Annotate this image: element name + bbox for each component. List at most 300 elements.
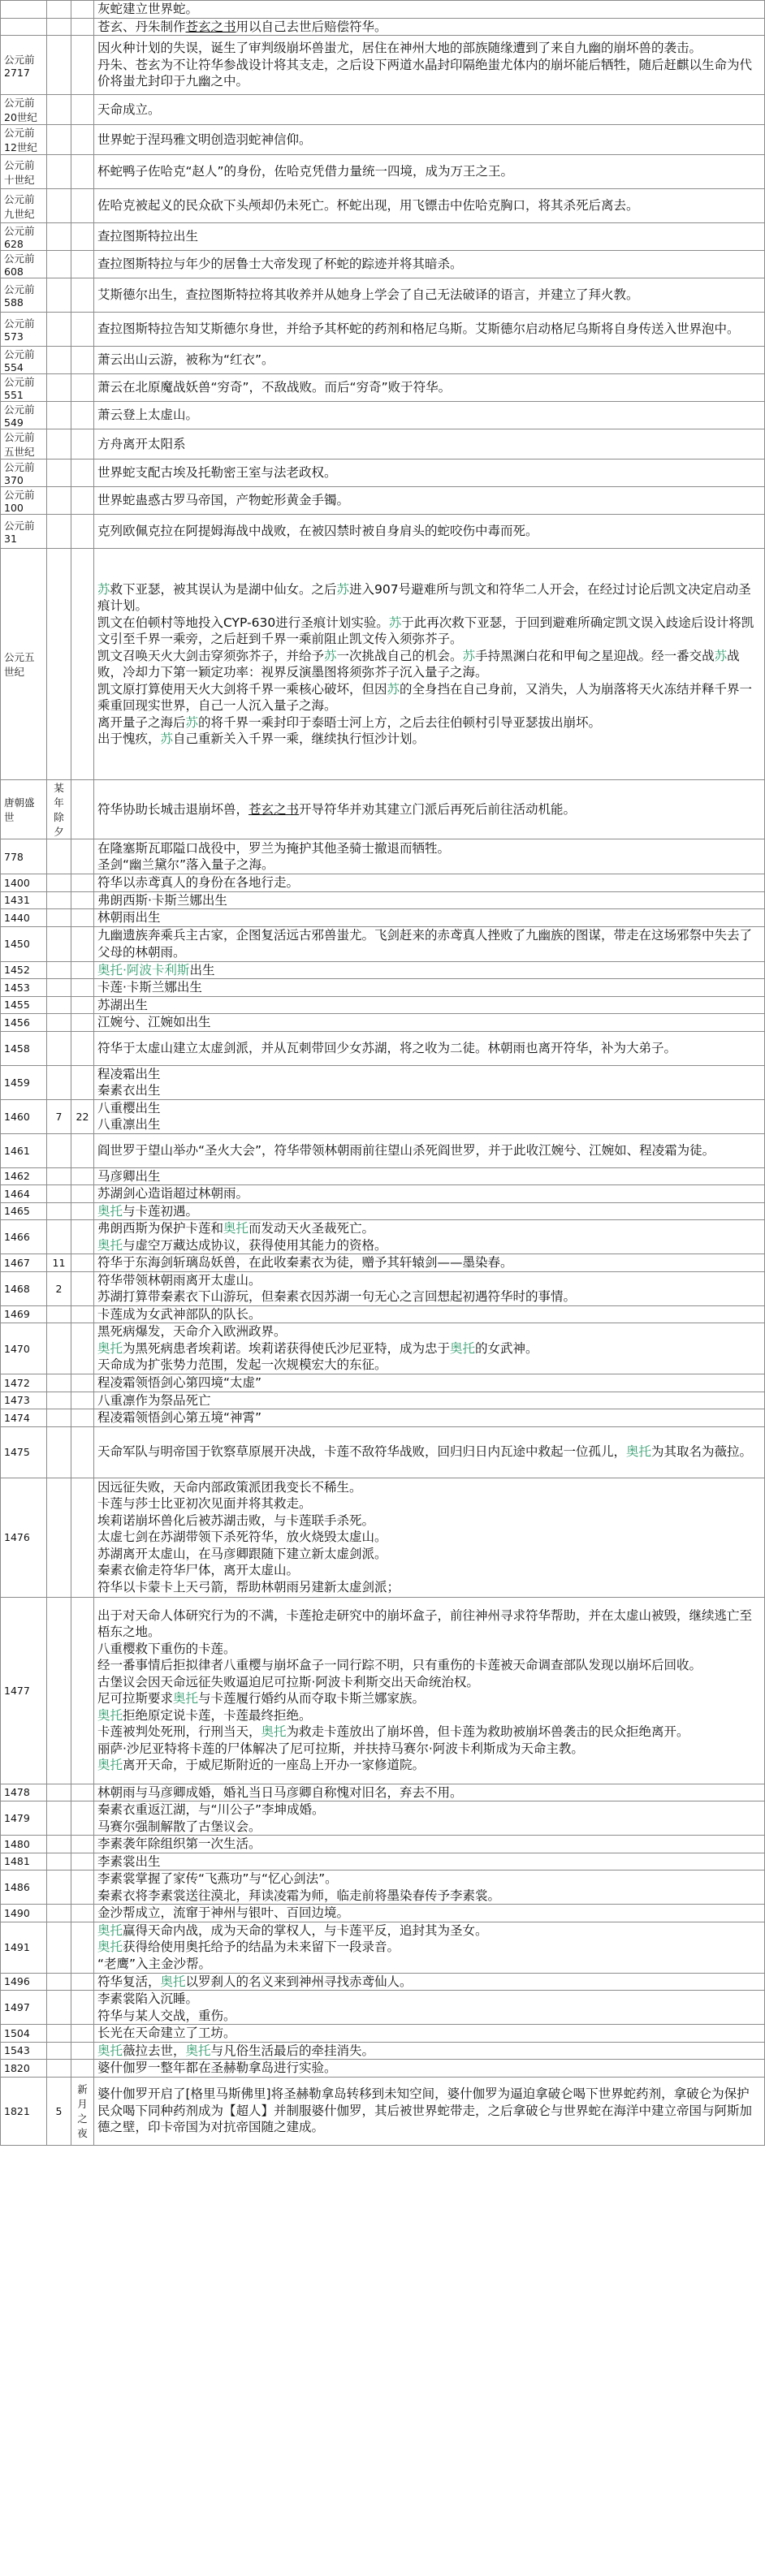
timeline-row	[1, 1973, 765, 1991]
event-line	[97, 648, 761, 681]
timeline-row	[1, 1014, 765, 1032]
event-text: 长光在天命建立了工坊。	[97, 2026, 236, 2040]
date-cell: 公元前573	[1, 313, 47, 347]
event-cell	[94, 402, 765, 429]
character-name-highlight: 奥托	[185, 2043, 211, 2058]
event-line	[97, 57, 761, 90]
event-text: 卡莲被判处死刑，行刑当天，	[97, 1724, 261, 1739]
event-line	[97, 1340, 761, 1357]
month-cell	[71, 1801, 94, 1836]
event-line	[97, 1991, 761, 2008]
event-cell	[94, 1254, 765, 1272]
event-text: 战败，冷却力下第一颖定功率：视界反演墨图将须弥芥子沉入量子之海。	[97, 648, 740, 680]
event-cell	[94, 1409, 765, 1427]
year-cell	[47, 1871, 71, 1905]
date-cell: 公元前五世纪	[1, 429, 47, 460]
event-line	[97, 1836, 761, 1853]
month-cell	[71, 961, 94, 979]
year-cell	[47, 347, 71, 374]
month-cell	[71, 1167, 94, 1185]
event-text: 秦素衣将李素裳送往漠北，拜读凌霜为师，临走前将墨染春传予李素裳。	[97, 1888, 501, 1903]
year-cell	[47, 2060, 71, 2078]
timeline-row	[1, 1133, 765, 1167]
event-text: 天命成为扩张势力范围，发起一次规模宏大的东征。	[97, 1357, 387, 1373]
event-text: 马赛尔强制解散了古堡议会。	[97, 1819, 261, 1834]
event-line	[97, 1974, 761, 1991]
month-cell	[71, 251, 94, 278]
year-cell: 7	[47, 1099, 71, 1133]
event-cell	[94, 1, 765, 19]
event-line	[97, 615, 761, 648]
date-cell: 1496	[1, 1973, 47, 1991]
date-cell: 1456	[1, 1014, 47, 1032]
timeline-row	[1, 780, 765, 839]
event-line	[97, 1956, 761, 1973]
month-cell	[71, 1, 94, 19]
event-cell	[94, 460, 765, 487]
event-line	[97, 1579, 761, 1596]
event-text: 于此再次救下亚瑟，于回到避难所确定凯文误入歧途后设计将凯文引至千界一乘旁，之后赶到千界一乘前阻止凯文传入须弥芥子。	[97, 615, 754, 646]
character-name-highlight: 奥托	[97, 2043, 123, 2058]
character-name-highlight: 奥托	[97, 1758, 123, 1772]
event-text: 秦素衣偷走符华尸体，离开太虚山。	[97, 1563, 300, 1578]
character-name-highlight: 奥托	[261, 1724, 287, 1739]
event-line	[97, 1784, 761, 1801]
year-cell	[47, 874, 71, 892]
event-line	[97, 1040, 761, 1057]
timeline-row	[1, 874, 765, 892]
event-text: 萧云在北原魔战妖兽“穷奇”，不敌战败。而后“穷奇”败于符华。	[97, 380, 452, 395]
year-cell	[47, 926, 71, 961]
event-text: 世界蛇于涅玛雅文明创造羽蛇神信仰。	[97, 132, 312, 147]
event-cell	[94, 926, 765, 961]
date-cell: 公元前100	[1, 487, 47, 515]
event-line	[97, 1168, 761, 1185]
timeline-row	[1, 926, 765, 961]
month-cell	[71, 1922, 94, 1973]
month-cell	[71, 95, 94, 125]
event-text: 获得给使用奥托给予的结晶为未来留下一段录音。	[123, 1940, 400, 1955]
event-line	[97, 1254, 761, 1271]
event-cell	[94, 1220, 765, 1254]
event-line	[97, 1724, 761, 1741]
date-cell: 1400	[1, 874, 47, 892]
event-text: 凯文召唤天火大剑击穿须弥芥子，并给予	[97, 648, 325, 663]
timeline-row	[1, 1031, 765, 1065]
year-cell	[47, 1922, 71, 1973]
timeline-row	[1, 1853, 765, 1871]
event-text: 手持黑渊白花和甲甸之星迎战。经一番交战	[475, 648, 715, 663]
month-cell	[71, 347, 94, 374]
year-cell	[47, 1426, 71, 1478]
event-cell	[94, 780, 765, 839]
month-cell	[71, 1323, 94, 1374]
month-cell	[71, 874, 94, 892]
event-cell	[94, 1185, 765, 1203]
event-line	[97, 1272, 761, 1289]
date-cell: 778	[1, 839, 47, 874]
date-cell: 1491	[1, 1922, 47, 1973]
character-name-highlight: 苏	[97, 581, 110, 597]
event-line	[97, 321, 761, 338]
event-line	[97, 2008, 761, 2025]
event-line	[97, 523, 761, 540]
event-cell	[94, 1836, 765, 1853]
event-text: 八重凛出生	[97, 1117, 161, 1132]
event-text: 黑死病爆发，天命介入欧洲政界。	[97, 1324, 287, 1340]
event-text: 八重樱救下重伤的卡莲。	[97, 1641, 236, 1656]
date-cell: 公元前十世纪	[1, 155, 47, 189]
date-cell: 1474	[1, 1409, 47, 1427]
date-cell: 公元前608	[1, 251, 47, 278]
year-cell	[47, 1305, 71, 1323]
event-line	[97, 874, 761, 891]
year-cell	[47, 1392, 71, 1409]
timeline-row	[1, 1409, 765, 1427]
date-cell: 1465	[1, 1202, 47, 1220]
event-text: 的全身挡在自己身前，又消失，人为崩落将天火冻结并释千界一乘重回现实世界，自己一人沉入量子之海。	[97, 681, 753, 713]
date-cell: 1481	[1, 1853, 47, 1871]
month-cell	[71, 2042, 94, 2060]
event-line	[97, 681, 761, 714]
date-cell: 1452	[1, 961, 47, 979]
event-text: 离开量子之海后	[97, 714, 186, 730]
event-text: 秦素衣重返江湖，与“川公子”李坤成婚。	[97, 1802, 325, 1817]
event-text: 丽萨·沙尼亚特将卡莲的尸体解决了尼可拉斯，并扶持马赛尔·阿波卡利斯成为天命主教。	[97, 1741, 584, 1756]
event-text: 八重樱出生	[97, 1100, 161, 1115]
event-line	[97, 1014, 761, 1031]
character-name-highlight: 苏	[388, 615, 402, 630]
event-cell	[94, 2025, 765, 2043]
event-text: 江婉兮、江婉如出生	[97, 1015, 211, 1029]
event-cell	[94, 839, 765, 874]
event-text: 因远征失败，天命内部政策派团我变长不稀生。	[97, 1479, 362, 1495]
date-cell: 1450	[1, 926, 47, 961]
event-line	[97, 927, 761, 960]
year-cell	[47, 374, 71, 402]
date-cell: 1440	[1, 909, 47, 927]
year-cell	[47, 1220, 71, 1254]
event-cell	[94, 1973, 765, 1991]
month-cell	[71, 1305, 94, 1323]
month-cell	[71, 839, 94, 874]
date-cell: 1486	[1, 1871, 47, 1905]
year-cell	[47, 95, 71, 125]
event-line	[97, 857, 761, 874]
event-line	[97, 1203, 761, 1220]
event-cell	[94, 996, 765, 1014]
month-cell	[71, 1065, 94, 1099]
event-text: 九幽遗族奔乘兵主古家，企图复活远古邪兽蚩尤。飞剑赶来的赤鸢真人挫败了九幽族的图谋，带走在这场邪祭中失去了父母的林朝雨。	[97, 928, 753, 960]
timeline-row	[1, 251, 765, 278]
year-cell	[47, 515, 71, 549]
event-text: 赢得天命内战，成为天命的掌权人，与卡莲平反，追封其为圣女。	[123, 1922, 488, 1938]
year-cell	[47, 1973, 71, 1991]
event-line	[97, 1801, 761, 1819]
event-text: 救下亚瑟，被其误认为是湖中仙女。之后	[110, 581, 337, 597]
year-cell	[47, 2025, 71, 2043]
event-text: 秦素衣出生	[97, 1083, 161, 1098]
month-cell	[71, 189, 94, 223]
event-text: 凯文在伯顿村等地投入CYP-630进行圣痕计划实验。	[97, 615, 389, 630]
month-cell	[71, 1202, 94, 1220]
year-cell	[47, 549, 71, 780]
year-cell	[47, 1374, 71, 1392]
timeline-row	[1, 2025, 765, 2043]
timeline-row	[1, 549, 765, 780]
event-text: 出于愧疚，	[97, 731, 161, 746]
event-line	[97, 1116, 761, 1133]
event-text: 尼可拉斯要求	[97, 1691, 174, 1706]
year-cell	[47, 1409, 71, 1427]
event-line	[97, 1142, 761, 1159]
event-line	[97, 1392, 761, 1409]
event-line	[97, 1939, 761, 1956]
event-text: 阎世罗于望山举办“圣火大会”，符华带领林朝雨前往望山杀死阎世罗，并于此收江婉兮、江婉如、程凌霜为徒。	[97, 1142, 715, 1158]
event-text: 方舟离开太阳系	[97, 436, 186, 451]
event-cell	[94, 1133, 765, 1167]
event-text: 世界蛇蛊惑古罗马帝国，产物蛇形黄金手镯。	[97, 493, 350, 508]
month-cell	[71, 374, 94, 402]
event-line	[97, 2025, 761, 2042]
month-cell	[71, 1031, 94, 1065]
year-cell	[47, 460, 71, 487]
event-line	[97, 979, 761, 996]
timeline-row	[1, 1922, 765, 1973]
event-line	[97, 1220, 761, 1237]
event-cell	[94, 1099, 765, 1133]
month-cell	[71, 487, 94, 515]
event-line	[97, 731, 761, 748]
character-name-highlight: 奥托	[97, 1340, 123, 1356]
date-cell: 1478	[1, 1784, 47, 1801]
event-cell	[94, 1392, 765, 1409]
month-cell	[71, 125, 94, 155]
timeline-row	[1, 1305, 765, 1323]
event-text: 一次挑战自己的机会。	[336, 648, 463, 663]
timeline-row	[1, 1, 765, 19]
event-line	[97, 997, 761, 1014]
event-text: 金沙帮成立，流窜于神州与银叶、百回边境。	[97, 1905, 350, 1920]
event-line	[97, 1674, 761, 1691]
event-text: 婆什伽罗一整年都在圣赫勒拿岛进行实验。	[97, 2060, 337, 2075]
timeline-row	[1, 996, 765, 1014]
event-line	[97, 1529, 761, 1546]
event-text: 为救走卡莲放出了崩坏兽，但卡莲为救助被崩坏兽袭击的民众拒绝离开。	[286, 1724, 689, 1739]
event-cell	[94, 1991, 765, 2025]
event-line	[97, 1357, 761, 1374]
event-text: 为其取名为薇拉。	[651, 1444, 753, 1460]
event-cell	[94, 2077, 765, 2145]
date-cell: 1431	[1, 891, 47, 909]
month-cell	[71, 36, 94, 95]
year-cell	[47, 1801, 71, 1836]
month-cell	[71, 1853, 94, 1871]
event-line	[97, 407, 761, 424]
event-line	[97, 228, 761, 245]
date-cell: 公元前628	[1, 223, 47, 251]
month-cell	[71, 223, 94, 251]
event-line	[97, 801, 761, 818]
event-line	[97, 1, 761, 18]
month-cell	[71, 155, 94, 189]
event-cell	[94, 1305, 765, 1323]
event-line	[97, 1185, 761, 1202]
event-cell	[94, 1922, 765, 1973]
timeline-row	[1, 347, 765, 374]
year-cell	[47, 1014, 71, 1032]
date-cell: 1473	[1, 1392, 47, 1409]
event-line	[97, 1546, 761, 1563]
event-cell	[94, 1031, 765, 1065]
event-line	[97, 1237, 761, 1254]
year-cell	[47, 1853, 71, 1871]
event-text: 出生	[189, 962, 215, 977]
year-cell	[47, 1905, 71, 1922]
date-cell: 1462	[1, 1167, 47, 1185]
event-cell	[94, 36, 765, 95]
date-cell: 1466	[1, 1220, 47, 1254]
timeline-row	[1, 1065, 765, 1099]
event-cell	[94, 891, 765, 909]
character-name-highlight: 奥托	[450, 1340, 476, 1356]
character-name-highlight: 奥托	[97, 1922, 123, 1938]
event-line	[97, 464, 761, 481]
year-cell	[47, 402, 71, 429]
year-cell	[47, 1065, 71, 1099]
event-text: 卡莲·卡斯兰娜出生	[97, 980, 202, 995]
event-cell	[94, 1374, 765, 1392]
event-cell	[94, 125, 765, 155]
timeline-row	[1, 487, 765, 515]
date-cell: 1504	[1, 2025, 47, 2043]
event-text: 萧云登上太虚山。	[97, 408, 199, 423]
month-cell	[71, 909, 94, 927]
date-cell: 公元前31	[1, 515, 47, 549]
event-line	[97, 1288, 761, 1305]
month-cell	[71, 1271, 94, 1305]
event-text: 而发动天火圣裁死亡。	[249, 1221, 375, 1236]
month-cell	[71, 1392, 94, 1409]
date-cell: 1490	[1, 1905, 47, 1922]
character-name-highlight: 奥托	[626, 1444, 652, 1460]
event-line	[97, 1512, 761, 1530]
timeline-row	[1, 429, 765, 460]
date-cell: 公元前370	[1, 460, 47, 487]
timeline-row	[1, 18, 765, 36]
event-text: 用以自己去世后赔偿符华。	[236, 19, 387, 34]
character-name-highlight: 奥托	[97, 1940, 123, 1955]
date-cell: 1472	[1, 1374, 47, 1392]
month-cell	[71, 402, 94, 429]
timeline-row	[1, 1185, 765, 1203]
event-line	[97, 1562, 761, 1579]
event-line	[97, 1757, 761, 1774]
event-text: 苏湖剑心造诣超过林朝雨。	[97, 1186, 249, 1201]
event-line	[97, 1741, 761, 1758]
year-cell	[47, 278, 71, 313]
date-cell: 公元前551	[1, 374, 47, 402]
date-cell: 1460	[1, 1099, 47, 1133]
month-cell	[71, 1973, 94, 1991]
event-line	[97, 581, 761, 615]
event-cell	[94, 1167, 765, 1185]
month-cell	[71, 1133, 94, 1167]
timeline-row	[1, 1597, 765, 1784]
event-text: 以罗刹人的名义来到神州寻找赤鸢仙人。	[185, 1974, 413, 1989]
event-line	[97, 1888, 761, 1905]
event-cell	[94, 549, 765, 780]
event-text: 查拉图斯特拉与年少的居鲁士大帝发现了杯蛇的踪迹并将其暗杀。	[97, 257, 463, 272]
year-cell	[47, 961, 71, 979]
month-cell	[71, 1597, 94, 1784]
event-line	[97, 1323, 761, 1340]
date-cell	[1, 1, 47, 19]
timeline-row	[1, 2060, 765, 2078]
timeline-row	[1, 313, 765, 347]
event-text: 圣剑“幽兰黛尔”落入量子之海。	[97, 857, 274, 872]
event-line	[97, 163, 761, 180]
event-line	[97, 892, 761, 909]
event-text: 因火种计划的失误，诞生了审判级崩坏兽蚩尤，居住在神州大地的部族随缘遭到了来自九幽的崩坏兽的袭击。	[97, 41, 702, 56]
event-cell	[94, 515, 765, 549]
timeline-row	[1, 515, 765, 549]
year-cell: 5	[47, 2077, 71, 2145]
year-cell	[47, 487, 71, 515]
event-line	[97, 1853, 761, 1871]
timeline-row	[1, 189, 765, 223]
event-text: 佐哈克被起义的民众砍下头颅却仍未死亡。杯蛇出现，用飞镖击中佐哈克胸口，将其杀死后离去。	[97, 198, 639, 214]
month-cell	[71, 313, 94, 347]
event-line	[97, 1819, 761, 1836]
event-text: 婆什伽罗开启了[格里马斯佛里]将圣赫勒拿岛转移到未知空间，婆什伽罗为逼迫拿破仑喝下世界蛇药剂，拿破仑为保护民众喝下同种药剂成为【超人】并制服婆什伽罗，其后被世界蛇带走，之后拿破仑与世界蛇在海洋中建立帝国与阿斯加德之壁，印卡帝国为对抗帝国随之建成。	[97, 2086, 753, 2135]
date-cell: 1459	[1, 1065, 47, 1099]
timeline-row	[1, 961, 765, 979]
event-text: 符华带领林朝雨离开太虚山。	[97, 1272, 261, 1288]
year-cell: 某年除夕	[47, 780, 71, 839]
month-cell	[71, 1871, 94, 1905]
month-cell	[71, 780, 94, 839]
event-line	[97, 492, 761, 509]
year-cell	[47, 891, 71, 909]
year-cell	[47, 251, 71, 278]
event-cell	[94, 18, 765, 36]
event-cell	[94, 1323, 765, 1374]
event-text: 的将千界一乘封印于泰晤士河上方，之后去往伯顿村引导亚瑟拔出崩坏。	[198, 714, 602, 730]
month-cell: 新月之夜	[71, 2077, 94, 2145]
date-cell: 1497	[1, 1991, 47, 2025]
year-cell	[47, 1, 71, 19]
month-cell	[71, 1220, 94, 1254]
date-cell: 公元五世纪	[1, 549, 47, 780]
date-cell: 公元前20世纪	[1, 95, 47, 125]
event-line	[97, 1066, 761, 1083]
month-cell	[71, 1374, 94, 1392]
event-text: 苏湖打算带秦素衣下山游玩，但秦素衣因苏湖一句无心之言回想起初遇符华时的事情。	[97, 1289, 577, 1304]
month-cell	[71, 1784, 94, 1801]
event-text: 苏湖离开太虚山，在马彦卿跟随下建立新太虚剑派。	[97, 1546, 387, 1561]
event-line	[97, 1707, 761, 1724]
event-text: 李素袭年除组织第一次生活。	[97, 1836, 261, 1851]
timeline-row	[1, 839, 765, 874]
event-text: 符华以赤鸢真人的身份在各地行走。	[97, 875, 300, 890]
event-text: 查拉图斯特拉告知艾斯德尔身世，并给予其杯蛇的药剂和格尼乌斯。艾斯德尔启动格尼乌斯将自身传送入世界泡中。	[97, 321, 740, 337]
character-name-highlight: 奥托	[97, 1707, 123, 1723]
character-name-highlight: 奥托	[160, 1974, 186, 1989]
date-cell: 公元前588	[1, 278, 47, 313]
event-text: 查拉图斯特拉出生	[97, 229, 199, 244]
event-cell	[94, 429, 765, 460]
